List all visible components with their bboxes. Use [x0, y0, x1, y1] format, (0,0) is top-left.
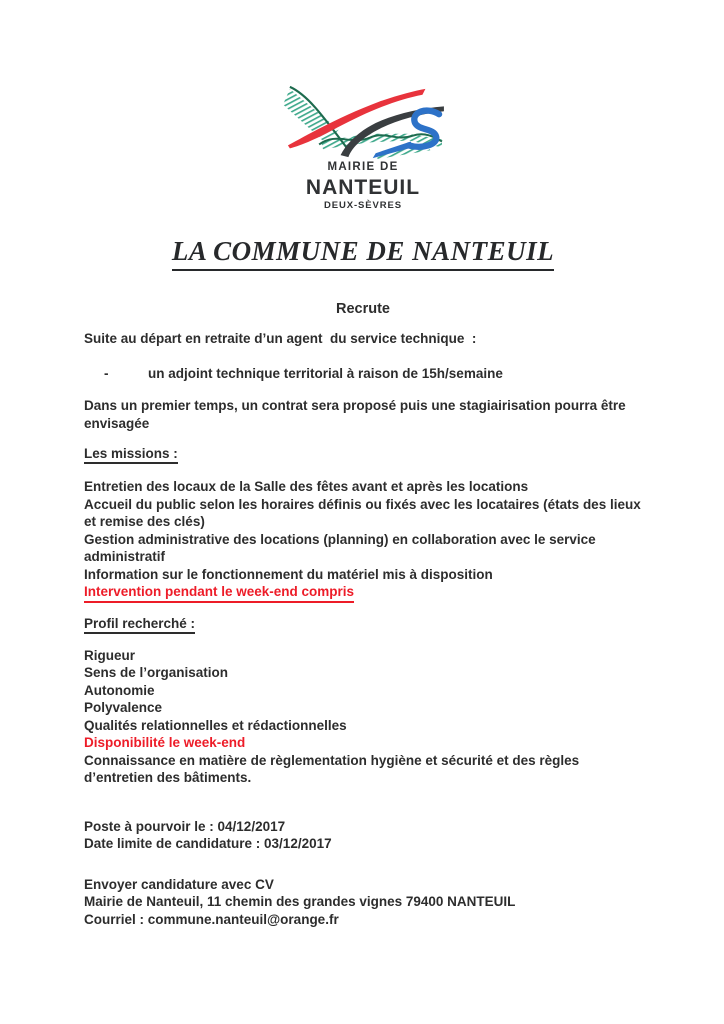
profile-item: Autonomie	[84, 682, 155, 698]
dates-block	[84, 818, 642, 853]
logo-text-deux-sevres: DEUX-SÈVRES	[323, 199, 402, 211]
contact-email-line: Courriel : commune.nanteuil@orange.fr	[84, 911, 339, 927]
profile-item: Sens de l’organisation	[84, 665, 229, 680]
contact-address-line: Mairie de Nanteuil, 11 chemin des grandes vignes 79400 NANTEUIL	[84, 894, 516, 909]
profile-item: Polyvalence	[84, 700, 163, 715]
logo-text-nanteuil: NANTEUIL	[305, 175, 421, 199]
profile-item: Rigueur	[84, 647, 136, 663]
missions-list	[84, 478, 642, 603]
mission-item: Accueil du public selon les horaires définis ou fixés avec les locataires (états des lieux et remise des clés)	[84, 496, 641, 529]
bullet-dash: -	[104, 365, 109, 381]
nanteuil-logo-icon	[279, 83, 447, 161]
profile-list	[84, 647, 642, 787]
start-date-line: Poste à pourvoir le : 04/12/2017	[84, 818, 286, 834]
subtitle-recrute: Recrute	[336, 301, 390, 317]
profile-highlight-weekend: Disponibilité le week-end	[84, 735, 246, 750]
missions-heading: Les missions :	[84, 446, 642, 464]
document-title-text: LA COMMUNE DE NANTEUIL	[172, 236, 554, 271]
position-bullet	[84, 365, 642, 383]
mission-highlight-weekend: Intervention pendant le week-end compris	[84, 583, 642, 603]
document-title	[84, 236, 642, 271]
mission-item: Information sur le fonctionnement du matériel mis à disposition	[84, 566, 493, 582]
contact-block	[84, 876, 642, 929]
intro-line: Suite au départ en retraite d’un agent du service technique :	[84, 331, 477, 346]
profile-heading: Profil recherché :	[84, 616, 642, 634]
logo-text-mairie-de: MAIRIE DE	[327, 161, 399, 173]
mission-item: Entretien des locaux de la Salle des fêtes avant et après les locations	[84, 479, 529, 494]
profile-knowledge: Connaissance en matière de règlementation hygiène et sécurité et des règles d’entretien des bâtiments.	[84, 752, 580, 785]
profile-item: Qualités relationnelles et rédactionnelles	[84, 717, 347, 733]
contact-cv-line: Envoyer candidature avec CV	[84, 876, 274, 892]
mission-item: Gestion administrative des locations (planning) en collaboration avec le service administratif	[84, 531, 596, 564]
position-bullet-text: un adjoint technique territorial à raison de 15h/semaine	[148, 365, 503, 381]
contract-paragraph: Dans un premier temps, un contrat sera proposé puis une stagiairisation pourra être envisagée	[84, 398, 626, 431]
deadline-line: Date limite de candidature : 03/12/2017	[84, 836, 332, 851]
mairie-logo	[84, 83, 642, 210]
